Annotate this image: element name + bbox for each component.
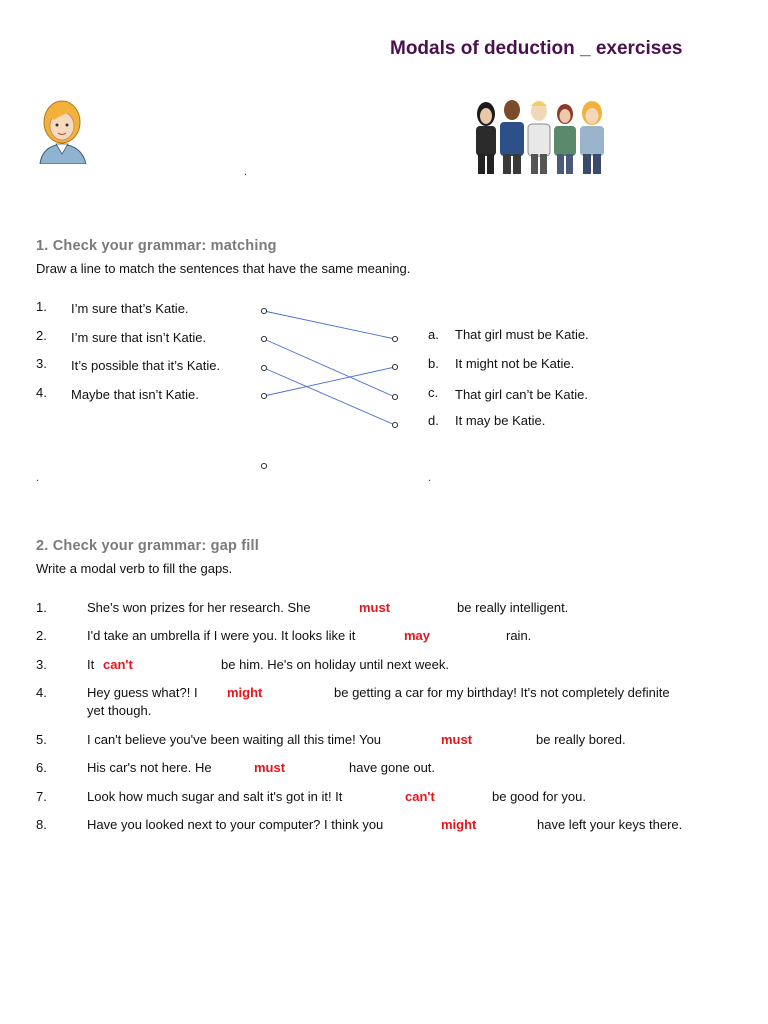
gap-item-number: 1. xyxy=(36,600,47,615)
right-item-letter: a. xyxy=(428,327,439,342)
left-item-number: 4. xyxy=(36,385,47,400)
left-endpoint-circle[interactable] xyxy=(261,393,266,398)
stray-dot: . xyxy=(428,472,432,484)
gap-answer[interactable]: can't xyxy=(103,657,133,672)
gap-item-after: have gone out. xyxy=(349,760,436,775)
gap-answer[interactable]: may xyxy=(404,628,431,643)
right-item-text: It may be Katie. xyxy=(455,413,546,428)
gap-item-before: I'd take an umbrella if I were you. It looks like it xyxy=(87,628,356,643)
gap-answer[interactable]: might xyxy=(441,817,477,832)
gap-item-number: 4. xyxy=(36,685,47,700)
gap-item-after: be really intelligent. xyxy=(457,600,569,615)
extra-endpoint-circle[interactable] xyxy=(261,463,266,468)
page-title: Modals of deduction _ exercises xyxy=(390,38,683,59)
stray-dot: . xyxy=(36,472,40,484)
gap-item-before: I can't believe you've been waiting all this time! You xyxy=(87,732,382,747)
right-item-text: That girl can’t be Katie. xyxy=(455,387,588,402)
match-line-1-a xyxy=(264,311,395,339)
gap-item-after: be getting a car for my birthday! It's not completely definite xyxy=(334,685,670,700)
right-item-letter: c. xyxy=(428,385,439,400)
gap-item-before: His car's not here. He xyxy=(87,760,212,775)
gap-item-before: Hey guess what?! I xyxy=(87,685,198,700)
left-item-number: 3. xyxy=(36,356,47,371)
gap-item-before: She's won prizes for her research. She xyxy=(87,600,311,615)
left-item-text: I’m sure that isn’t Katie. xyxy=(71,330,207,345)
gap-item-number: 3. xyxy=(36,657,47,672)
gap-item-number: 5. xyxy=(36,732,47,747)
gap-answer[interactable]: might xyxy=(227,685,263,700)
gap-item-number: 2. xyxy=(36,628,47,643)
gap-item-before: It xyxy=(87,657,95,672)
right-item-text: That girl must be Katie. xyxy=(455,327,589,342)
right-endpoint-circle[interactable] xyxy=(392,422,397,427)
gap-answer[interactable]: can't xyxy=(405,789,435,804)
match-line-3-d xyxy=(264,368,395,425)
left-endpoint-circle[interactable] xyxy=(261,336,266,341)
section1-instruction: Draw a line to match the sentences that have the same meaning. xyxy=(36,261,411,276)
section1-heading: 1. Check your grammar: matching xyxy=(36,238,277,254)
gap-item-number: 8. xyxy=(36,817,47,832)
left-item-text: I’m sure that’s Katie. xyxy=(71,301,189,316)
gap-answer[interactable]: must xyxy=(254,760,286,775)
left-endpoint-circle[interactable] xyxy=(261,365,266,370)
right-item-text: It might not be Katie. xyxy=(455,356,575,371)
left-item-text: It’s possible that it’s Katie. xyxy=(71,358,221,373)
right-endpoint-circle[interactable] xyxy=(392,394,397,399)
right-endpoint-circle[interactable] xyxy=(392,364,397,369)
gap-item-after: be good for you. xyxy=(492,789,586,804)
match-line-4-b xyxy=(264,367,395,396)
gap-item-number: 7. xyxy=(36,789,47,804)
gap-item-number: 6. xyxy=(36,760,47,775)
left-item-number: 2. xyxy=(36,328,47,343)
gap-answer[interactable]: must xyxy=(359,600,391,615)
gap-item-before: Have you looked next to your computer? I think you xyxy=(87,817,384,832)
gap-item-before: Look how much sugar and salt it's got in it! It xyxy=(87,789,343,804)
gap-item-after: be him. He's on holiday until next week. xyxy=(221,657,449,672)
gap-answer[interactable]: must xyxy=(441,732,473,747)
left-endpoint-circle[interactable] xyxy=(261,308,266,313)
gap-item-after: be really bored. xyxy=(536,732,626,747)
right-endpoint-circle[interactable] xyxy=(392,336,397,341)
left-item-number: 1. xyxy=(36,299,47,314)
section2-heading: 2. Check your grammar: gap fill xyxy=(36,538,259,554)
right-item-letter: b. xyxy=(428,356,439,371)
gap-item-after: rain. xyxy=(506,628,532,643)
gap-item-after: have left your keys there. xyxy=(537,817,683,832)
stray-dot: . xyxy=(244,166,248,178)
gap-item-continuation: yet though. xyxy=(87,703,152,718)
left-item-text: Maybe that isn’t Katie. xyxy=(71,387,199,402)
match-line-2-c xyxy=(264,339,395,397)
right-item-letter: d. xyxy=(428,413,439,428)
section2-instruction: Write a modal verb to fill the gaps. xyxy=(36,561,233,576)
